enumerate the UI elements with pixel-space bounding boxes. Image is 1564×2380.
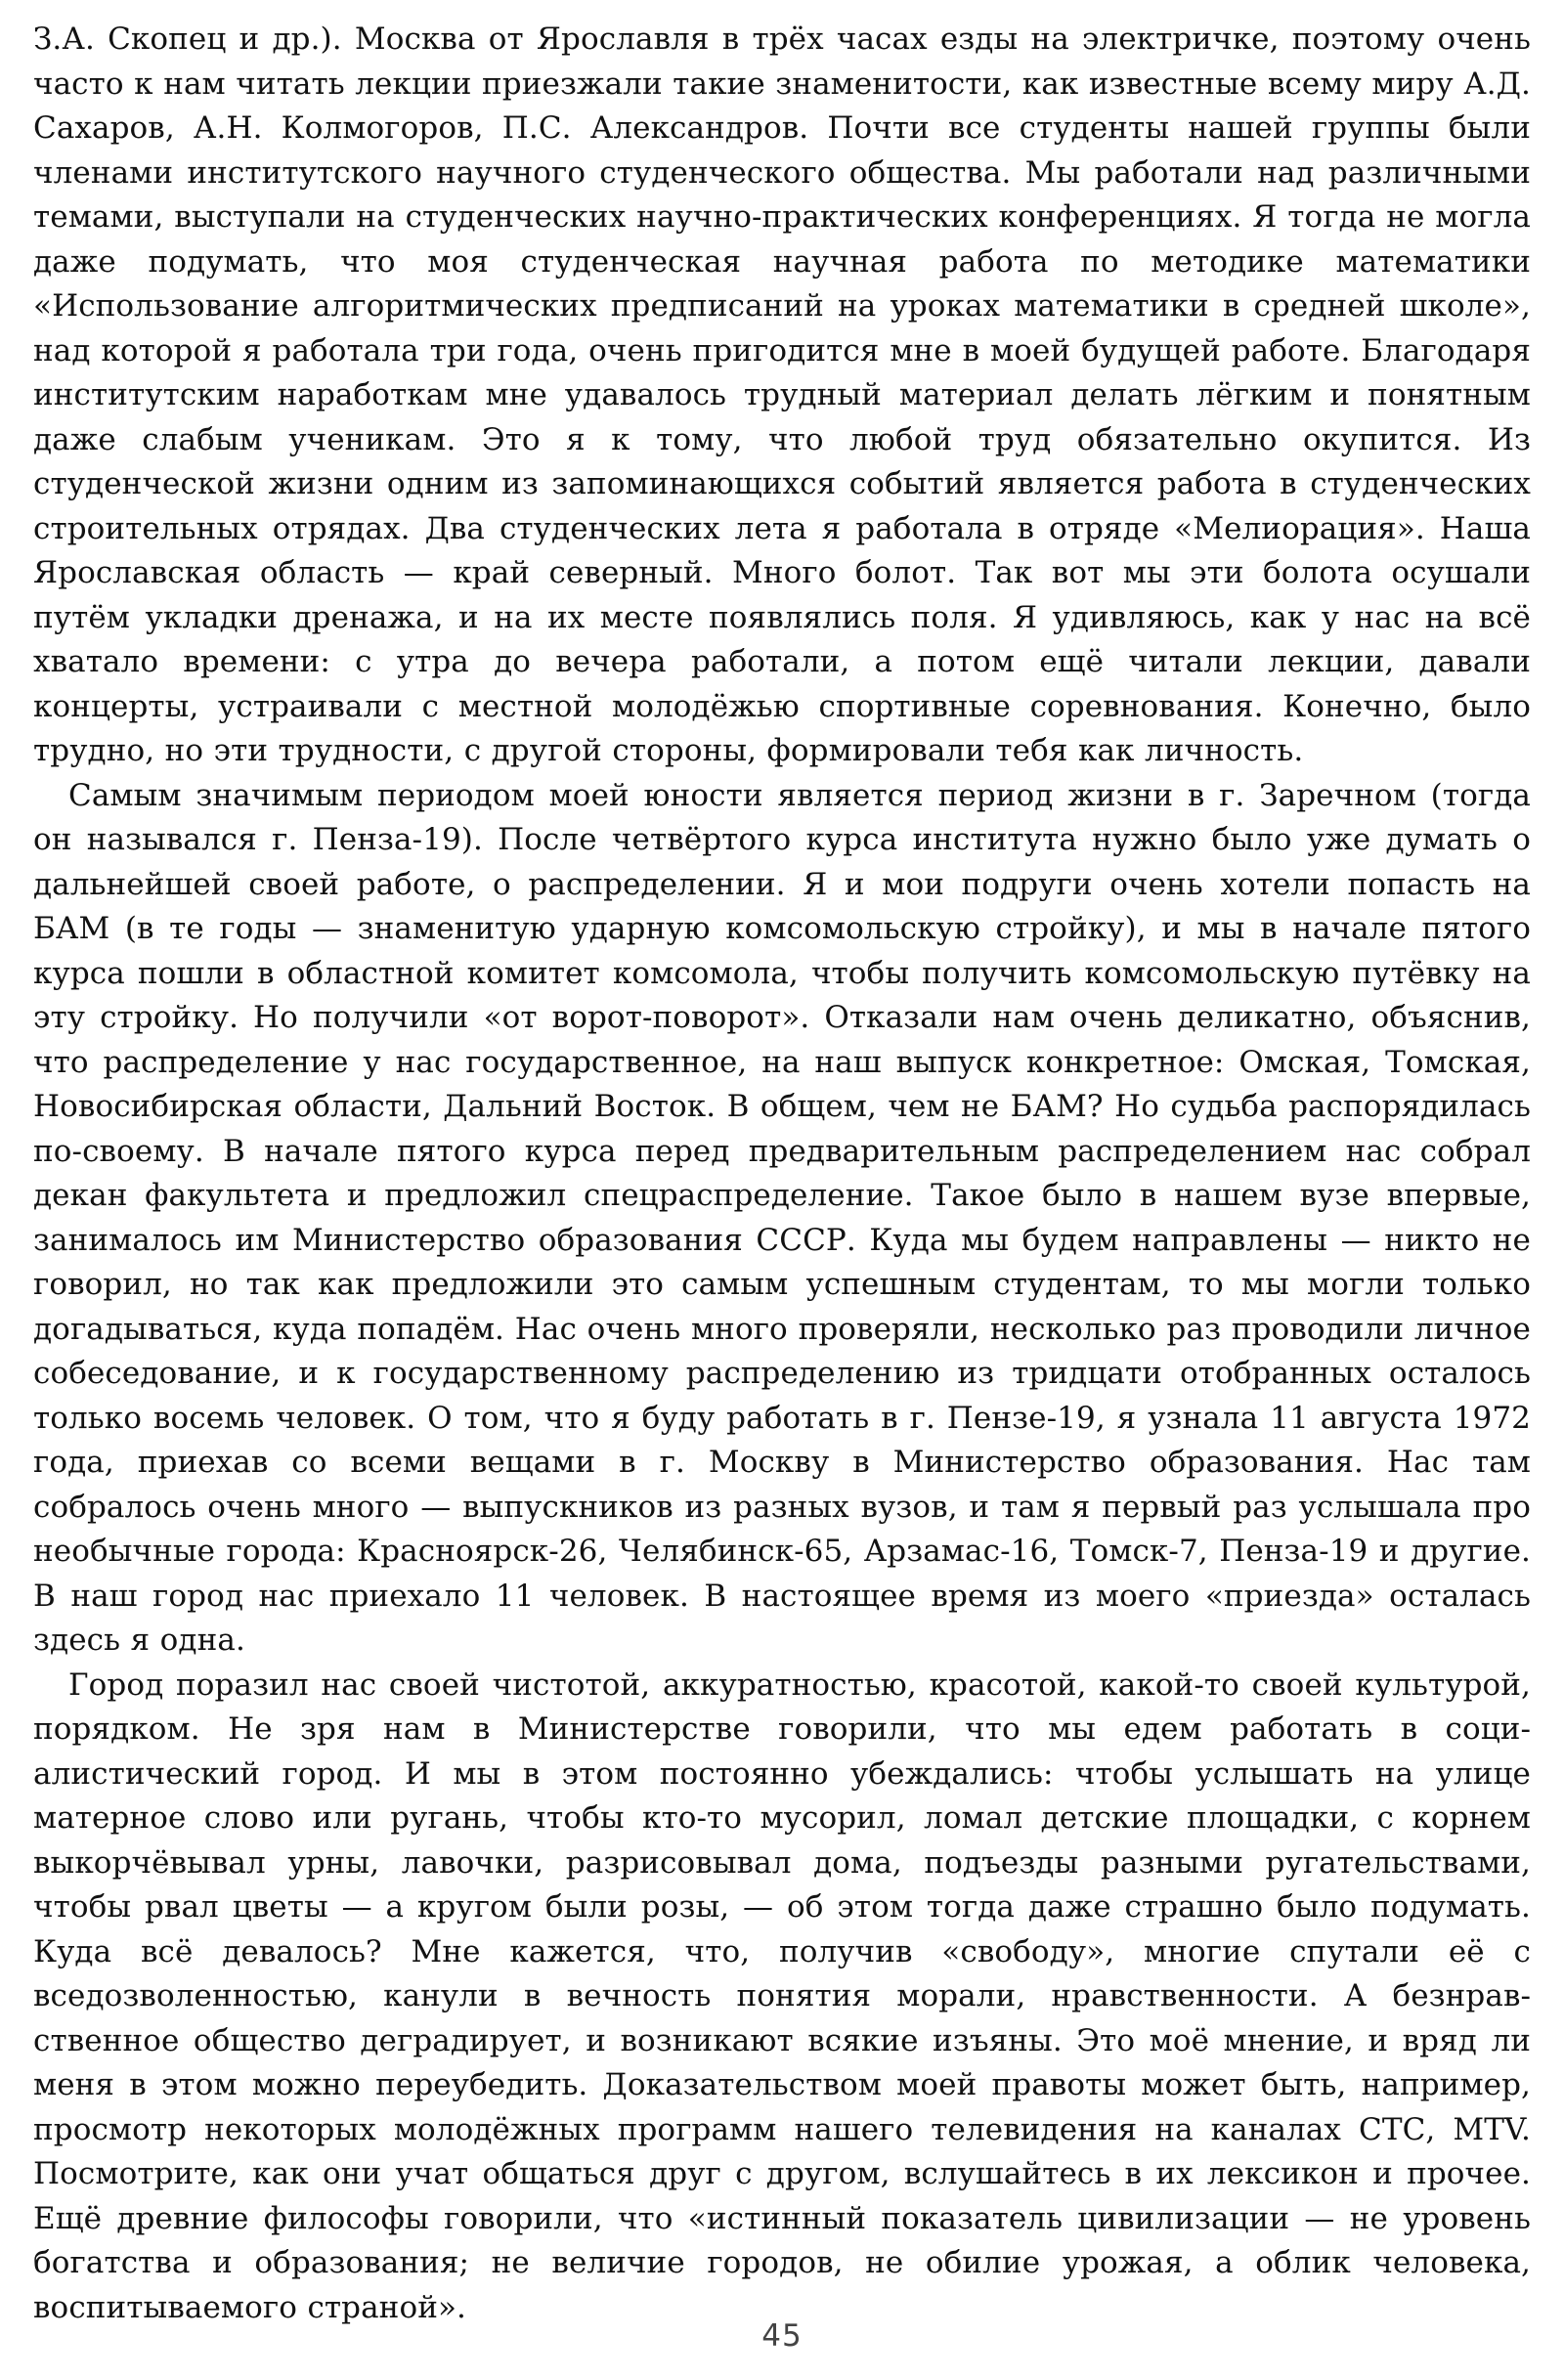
paragraph-zarechny: Самым значимым периодом моей юности является период жизни в г. Заречном (тогда он назывался г. Пенза-19). После четвёртого курса института нужно было уже думать о дальнейшей своей работе, о распределении. Я и мои подруги очень хотели попасть на БАМ (в те годы — знаменитую ударную комсомольскую стройку), и мы в начале пятого курса пошли в областной комитет комсомола, чтобы получить комсомольскую путёвку на эту стройку. Но получили «от ворот-поворот». Отказали нам очень деликатно, объяснив, что распределение у нас государственное, на наш выпуск конкретное: Омская, Томская, Новосибирская области, Дальний Восток. В общем, чем не БАМ? Но судьба распорядилась по-своему. В начале пятого курса перед предварительным распределением нас собрал декан факультета и предложил спецраспределение. Такое было в нашем вузе впервые, занималось им Министерство образования СССР. Куда мы будем направлены — никто не говорил, но так как предложили это самым успешным студентам, то мы могли только догадываться, куда попадём. Нас очень много проверяли, несколько раз проводили личное собеседование, и к государственному распределению из тридцати отобранных осталось только восемь человек. О том, что я буду работать в г. Пензе-19, я узнала 11 августа 1972 года, приехав со всеми вещами в г. Москву в Министерство образования. Нас там собралось очень много — выпускников из разных вузов, и там я первый раз услышала про необычные города: Красноярск-26, Челябинск-65, Арзамас-16, Томск-7, Пенза-19 и другие. В наш город нас приехало 11 человек. В настоящее время из моего «приезда» осталась здесь я одна. [33,777,1531,1658]
paragraph-continuation: З.А. Скопец и др.). Москва от Ярославля в трёх часах езды на электричке, поэтому очень часто к нам читать лекции приезжали такие знаменитости, как известные всему миру А.Д. Сахаров, А.Н. Колмогоров, П.С. Александров. Почти все студенты нашей группы были членами институтского научного студенческого общества. Мы работали над различными темами, выступали на студенческих научно-практических конференциях. Я тогда не могла даже подумать, что моя студенческая научная работа по методике математики «Использование алгоритмических предписаний на уроках математики в средней школе», над которой я работала три года, очень пригодится мне в моей будущей работе. Благодаря институтским наработкам мне удавалось трудный материал делать лёгким и понятным даже слабым ученикам. Это я к тому, что любой труд обязательно окупится. Из студенческой жизни одним из запоминающихся событий является работа в студенческих строительных отрядах. Два студенческих лета я работала в отряде «Мелиорация». Наша Ярославская область — край северный. Много болот. Так вот мы эти болота осушали путём укладки дренажа, и на их месте появлялись поля. Я удивляюсь, как у нас на всё хватало времени: с утра до вечера работали, а потом ещё читали лекции, давали концерты, устраивали с местной молодёжью спортивные соревнования. Конечно, было трудно, но эти трудности, с другой стороны, формировали тебя как личность. [33,22,1531,768]
paragraph-city-impressions: Город поразил нас своей чистотой, аккуратностью, красотой, какой-то своей культурой, порядком. Не зря нам в Министерстве говорили, что мы едем работать в социалистический город. И мы в этом постоянно убеждались: чтобы услышать на улице матерное слово или ругань, чтобы кто-то мусорил, ломал детские площадки, с корнем выкорчёвывал урны, лавочки, разрисовывал дома, подъезды разными ругательствами, чтобы рвал цветы — а кругом были розы, — об этом тогда даже страшно было подумать. Куда всё девалось? Мне кажется, что, получив «свободу», многие спутали её с вседозволенностью, канули в вечность понятия морали, нравственности. А безнравственное общество деградирует, и возникают всякие изъяны. Это моё мнение, и вряд ли меня в этом можно переубедить. Доказательством моей правоты может быть, например, просмотр некоторых молодёжных программ нашего телевидения на каналах СТС, MTV. Посмотрите, как они учат общаться друг с другом, вслушайтесь в их лексикон и прочее. Ещё древние философы говорили, что «истинный показатель цивилизации — не уровень богатства и образования; не величие городов, не обилие урожая, а облик человека, воспитываемого страной». [33,1666,1531,2325]
page-number: 45 [761,2318,803,2354]
body-text [33,18,1531,2330]
